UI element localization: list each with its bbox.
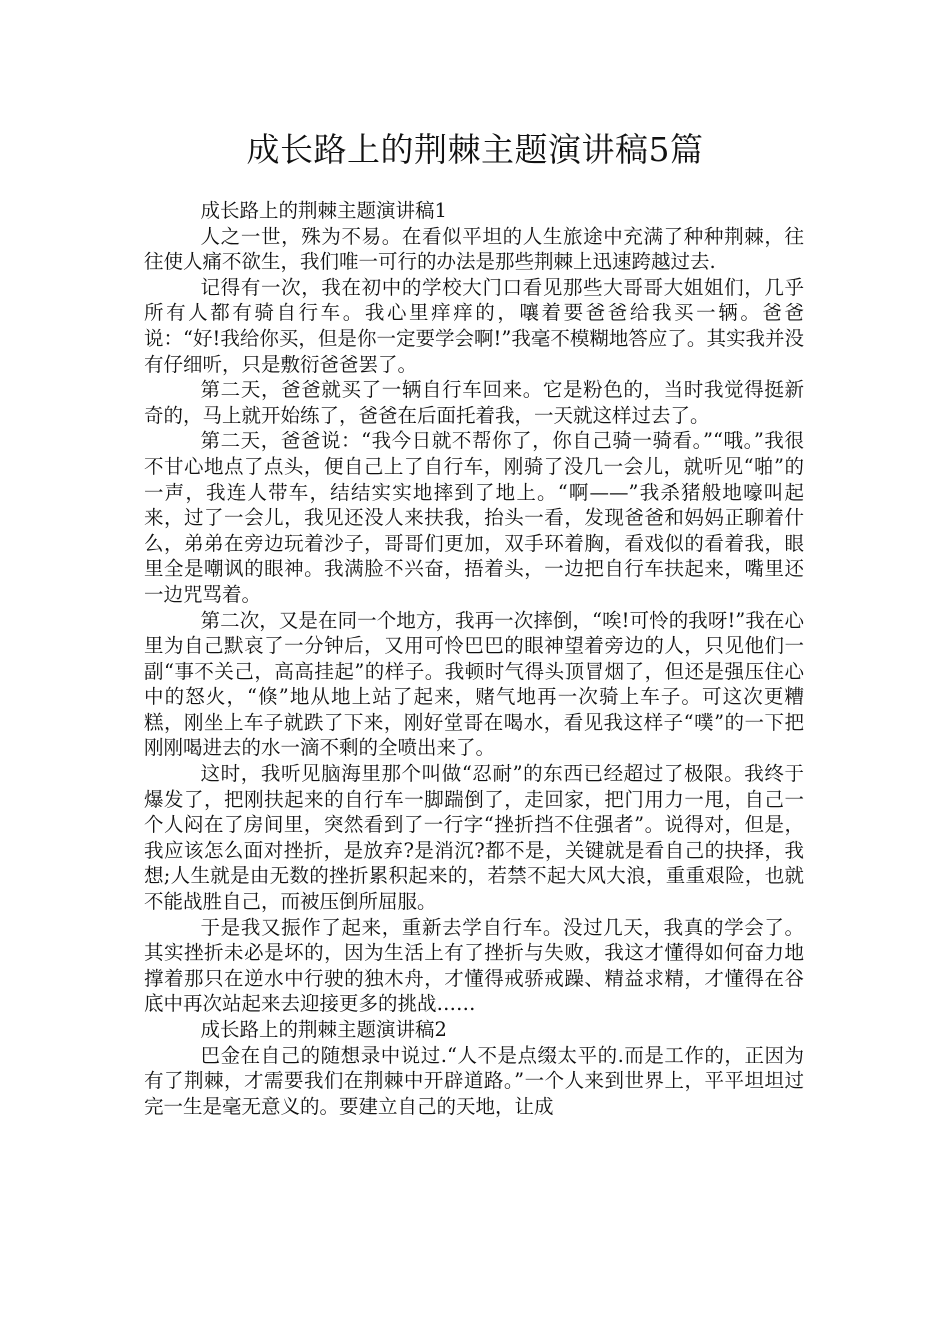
section-heading: 成长路上的荆棘主题演讲稿1 <box>200 199 447 222</box>
document-body <box>144 198 804 1119</box>
paragraph: 记得有一次，我在初中的学校大门口看见那些大哥哥大姐姐们，几乎所有人都有骑自行车。我心里痒痒的，嚷着要爸爸给我买一辆。爸爸说：“好!我给你买，但是你一定要学会啊!”我毫不模糊地答应了。其实我并没有仔细听，只是敷衍爸爸罢了。 <box>144 275 804 376</box>
paragraph: 第二天，爸爸就买了一辆自行车回来。它是粉色的，当时我觉得挺新奇的，马上就开始练了，爸爸在后面托着我，一天就这样过去了。 <box>144 378 804 427</box>
paragraph: 于是我又振作了起来，重新去学自行车。没过几天，我真的学会了。其实挫折未必是坏的，因为生活上有了挫折与失败，我这才懂得如何奋力地撑着那只在逆水中行驶的独木舟，才懂得戒骄戒躁、精益求精，才懂得在谷底中再次站起来去迎接更多的挑战…… <box>144 915 804 1016</box>
paragraph: 第二天，爸爸说：“我今日就不帮你了，你自己骑一骑看。”“哦。”我很不甘心地点了点头，便自己上了自行车，刚骑了没几一会儿，就听见“啪”的一声，我连人带车，结结实实地摔到了地上。“啊——”我杀猪般地嚎叫起来，过了一会儿，我见还没人来扶我，抬头一看，发现爸爸和妈妈正聊着什么，弟弟在旁边玩着沙子，哥哥们更加，双手环着胸，看戏似的看着我，眼里全是嘲讽的眼神。我满脸不兴奋，捂着头，一边把自行车扶起来，嘴里还一边咒骂着。 <box>144 429 804 606</box>
paragraph: 第二次，又是在同一个地方，我再一次摔倒，“唉!可怜的我呀!”我在心里为自己默哀了一分钟后，又用可怜巴巴的眼神望着旁边的人，只见他们一副“事不关己，高高挂起”的样子。我顿时气得头顶冒烟了，但还是强压住心中的怒火，“倏”地从地上站了起来，赌气地再一次骑上车子。可这次更糟糕，刚坐上车子就跌了下来，刚好堂哥在喝水，看见我这样子“噗”的一下把刚刚喝进去的水一滴不剩的全喷出来了。 <box>144 608 804 760</box>
paragraph: 这时，我听见脑海里那个叫做“忍耐”的东西已经超过了极限。我终于爆发了，把刚扶起来的自行车一脚踹倒了，走回家，把门用力一甩，自己一个人闷在了房间里，突然看到了一行字“挫折挡不住强者”。说得对，但是，我应该怎么面对挫折，是放弃?是消沉?都不是，关键就是看自己的抉择，我想;人生就是由无数的挫折累积起来的，若禁不起大风大浪，重重艰险，也就不能战胜自己，而被压倒所屈服。 <box>144 762 804 914</box>
section-heading: 成长路上的荆棘主题演讲稿2 <box>200 1018 447 1041</box>
paragraph: 巴金在自己的随想录中说过.“人不是点缀太平的.而是工作的，正因为有了荆棘，才需要我们在荆棘中开辟道路。”一个人来到世界上，平平坦坦过完一生是毫无意义的。要建立自己的天地，让成 <box>144 1043 804 1118</box>
paragraph: 人之一世，殊为不易。在看似平坦的人生旅途中充满了种种荆棘，往往使人痛不欲生，我们唯一可行的办法是那些荆棘上迅速跨越过去. <box>144 224 804 274</box>
document-title: 成长路上的荆棘主题演讲稿5篇 <box>246 130 704 169</box>
